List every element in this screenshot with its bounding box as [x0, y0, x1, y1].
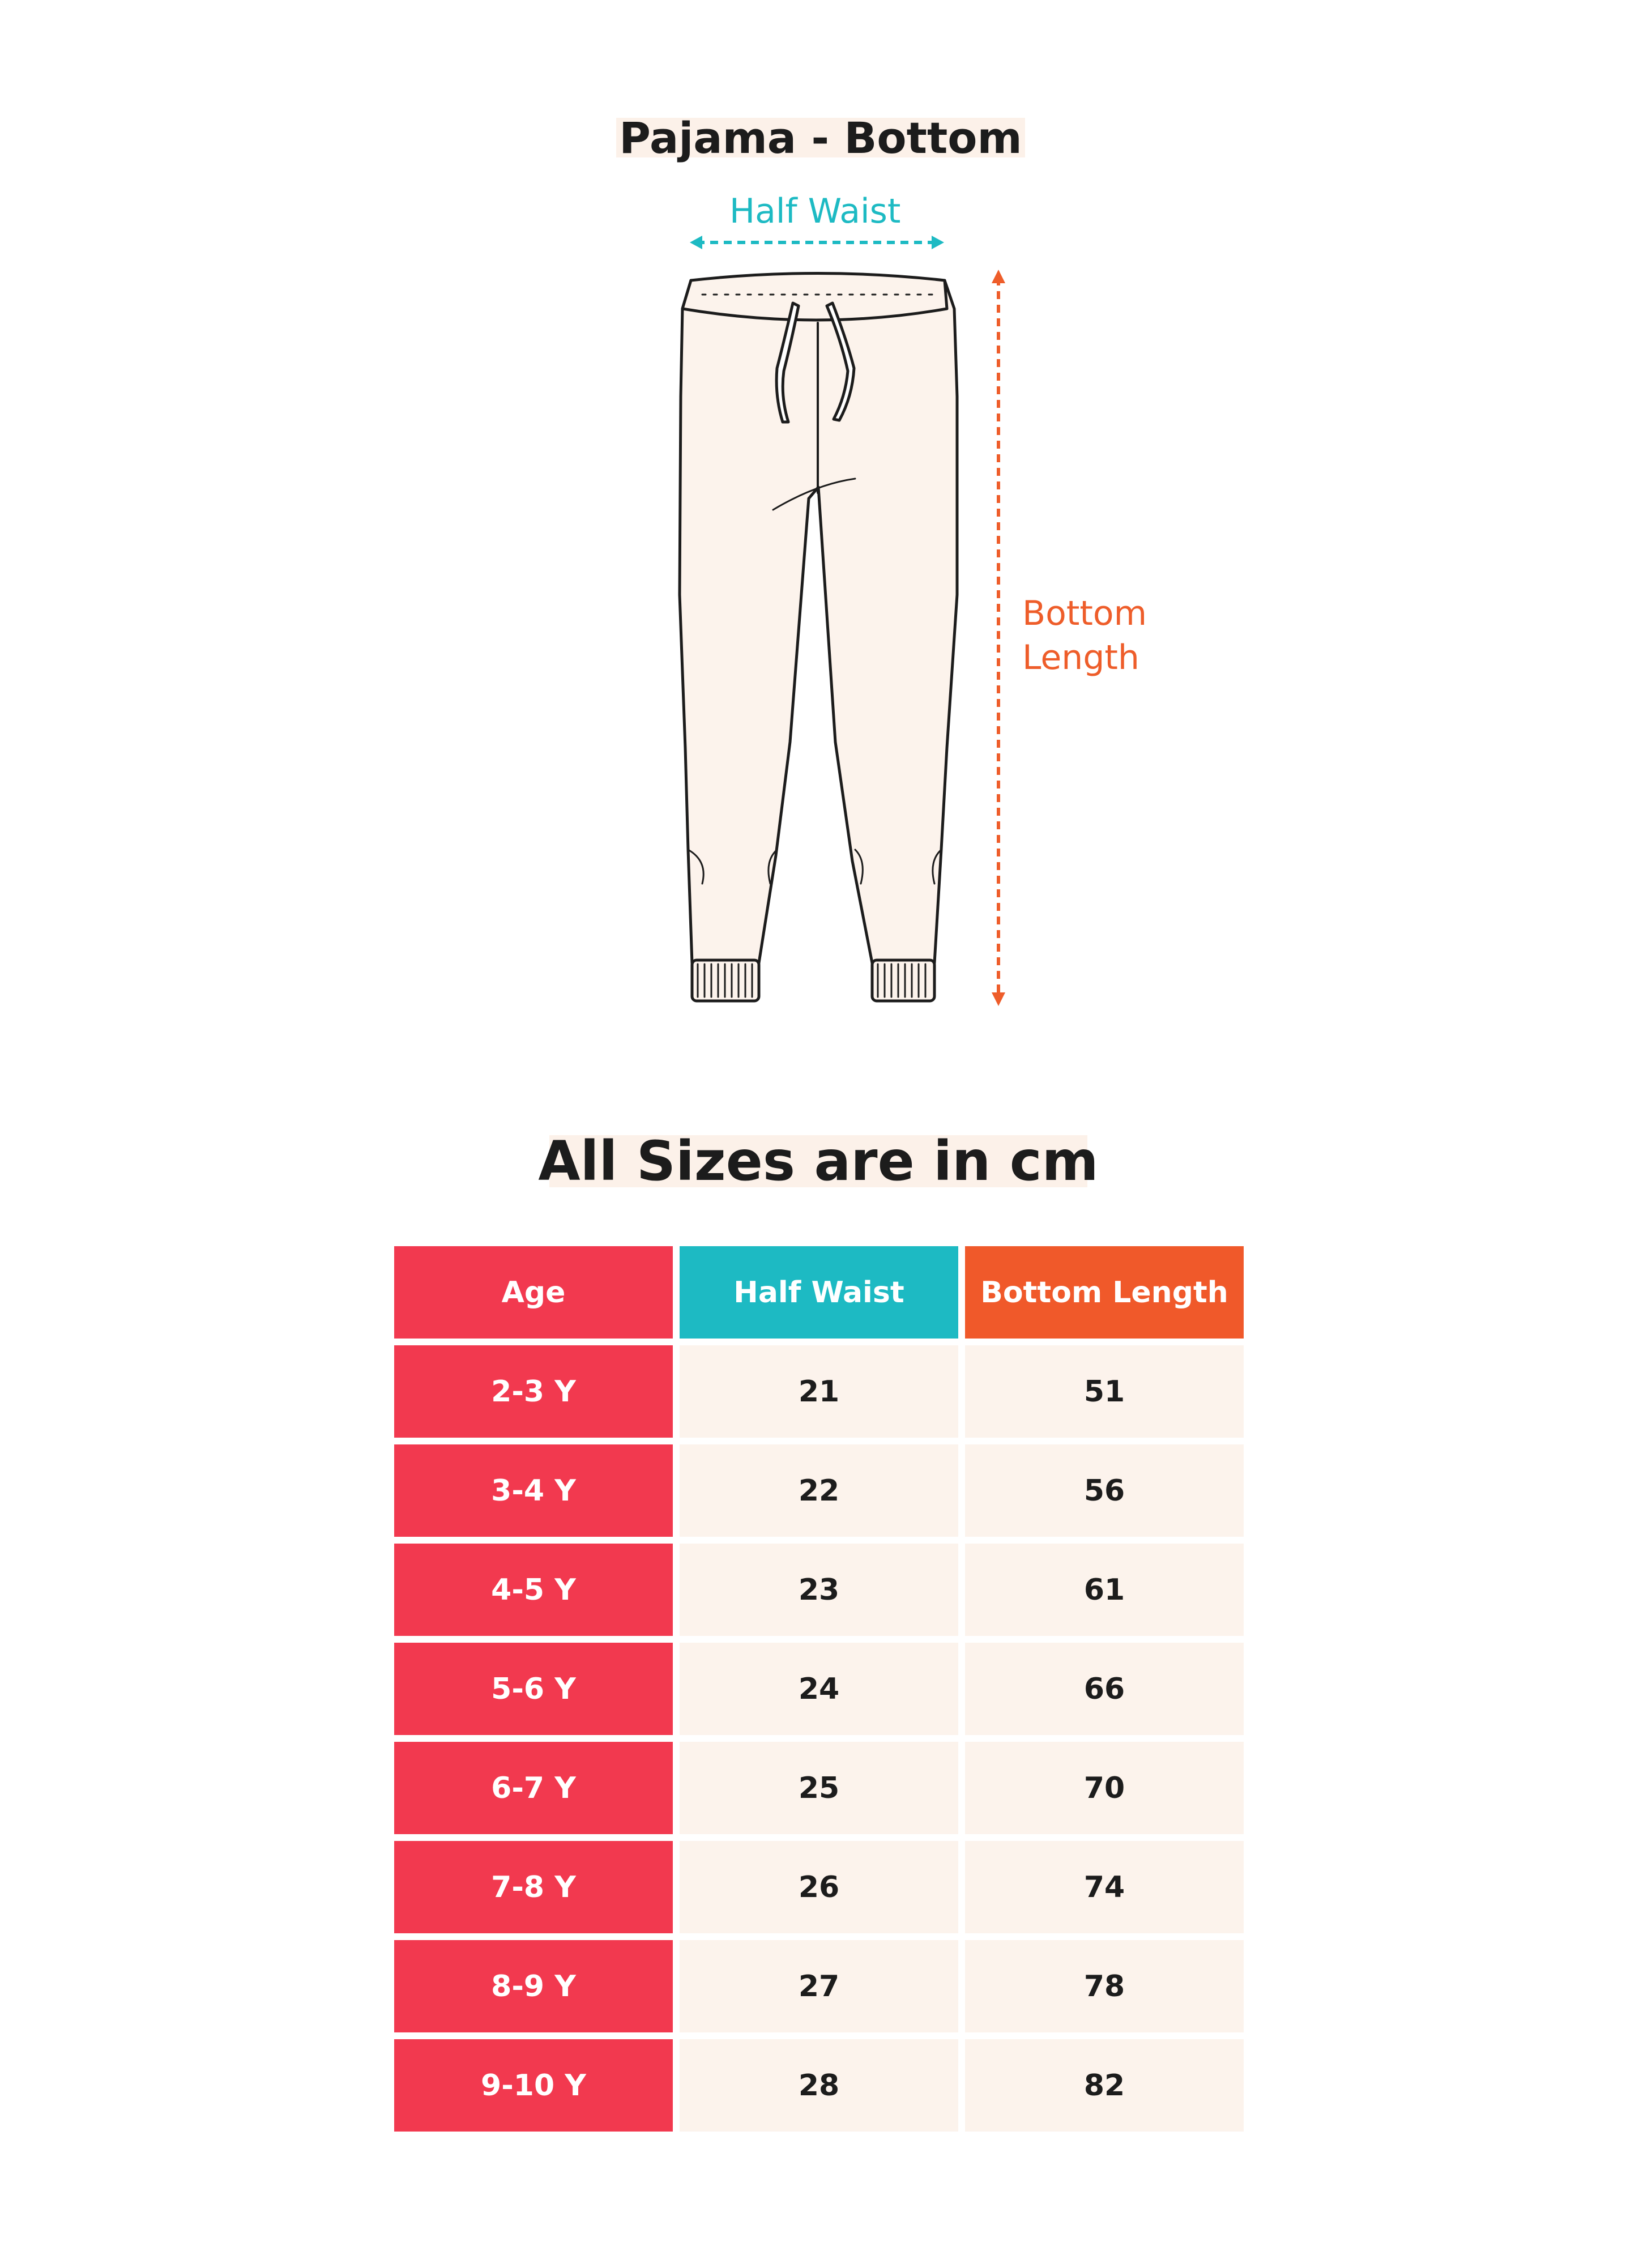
age-cell: 4-5 Y — [394, 1544, 673, 1636]
half-waist-arrow — [690, 236, 944, 249]
header-half-waist: Half Waist — [680, 1246, 958, 1339]
age-cell: 8-9 Y — [394, 1940, 673, 2032]
bottom-length-cell: 82 — [965, 2039, 1244, 2132]
pajama-diagram — [0, 0, 1652, 1076]
half-waist-cell: 25 — [680, 1742, 958, 1834]
bottom-length-label: Bottom Length — [1022, 594, 1147, 677]
bottom-length-cell: 70 — [965, 1742, 1244, 1834]
half-waist-cell: 24 — [680, 1643, 958, 1735]
bottom-length-arrow — [992, 270, 1005, 1006]
units-note: All Sizes are in cm — [538, 1129, 1099, 1193]
age-cell: 6-7 Y — [394, 1742, 673, 1834]
bottom-length-cell: 78 — [965, 1940, 1244, 2032]
half-waist-cell: 23 — [680, 1544, 958, 1636]
pants-outline — [680, 274, 957, 1001]
bottom-length-cell: 61 — [965, 1544, 1244, 1636]
bottom-length-cell: 66 — [965, 1643, 1244, 1735]
size-table — [394, 1246, 1244, 2132]
header-bottom-length: Bottom Length — [965, 1246, 1244, 1339]
bottom-length-cell: 56 — [965, 1444, 1244, 1537]
age-cell: 2-3 Y — [394, 1345, 673, 1438]
page-title: Pajama - Bottom — [616, 118, 1025, 157]
half-waist-cell: 21 — [680, 1345, 958, 1438]
bottom-length-cell: 74 — [965, 1841, 1244, 1933]
age-cell: 7-8 Y — [394, 1841, 673, 1933]
age-cell: 9-10 Y — [394, 2039, 673, 2132]
age-cell: 3-4 Y — [394, 1444, 673, 1537]
age-cell: 5-6 Y — [394, 1643, 673, 1735]
bottom-length-cell: 51 — [965, 1345, 1244, 1438]
half-waist-cell: 22 — [680, 1444, 958, 1537]
half-waist-label: Half Waist — [729, 191, 901, 231]
half-waist-cell: 26 — [680, 1841, 958, 1933]
half-waist-cell: 27 — [680, 1940, 958, 2032]
half-waist-cell: 28 — [680, 2039, 958, 2132]
header-age: Age — [394, 1246, 673, 1339]
